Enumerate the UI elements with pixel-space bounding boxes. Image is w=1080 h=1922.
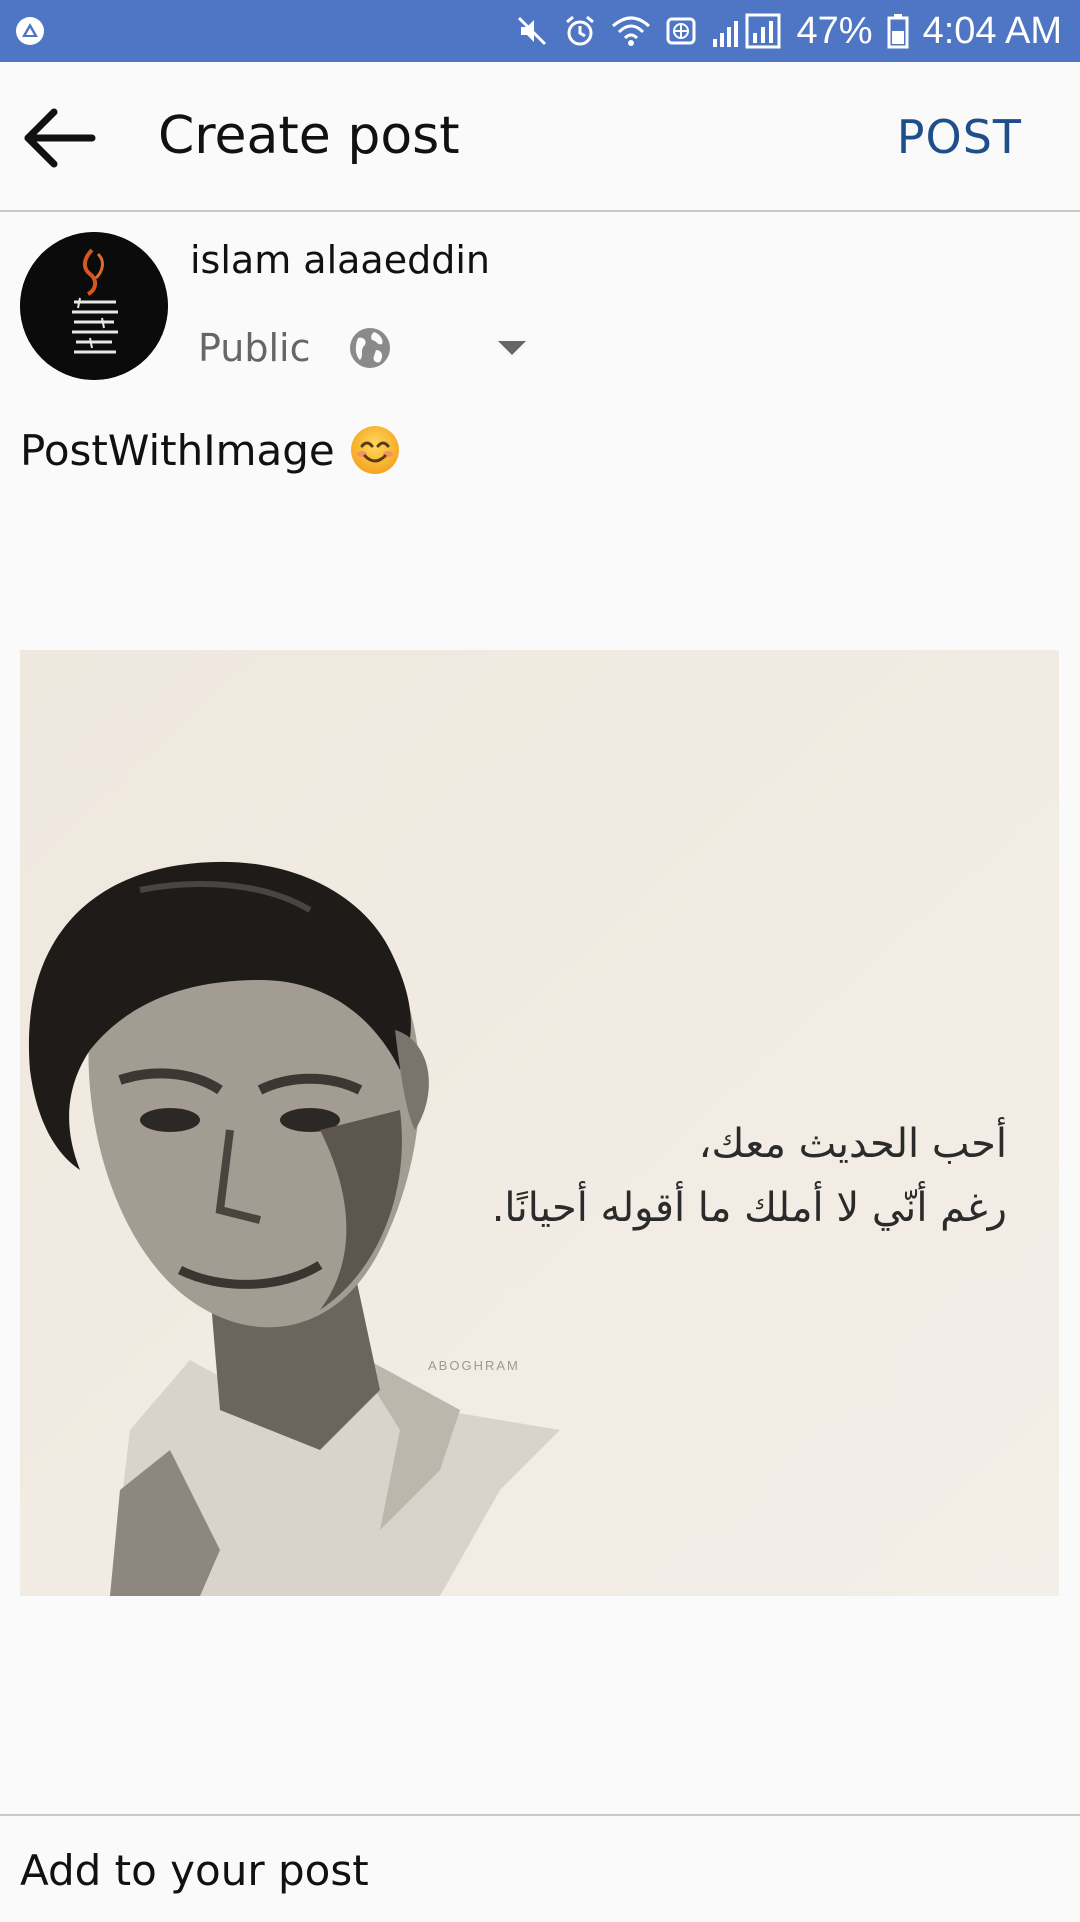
clock: 4:04 AM (922, 9, 1062, 52)
audience-label: Public (198, 326, 311, 370)
audience-selector[interactable] (198, 320, 526, 376)
signal-icon (711, 13, 783, 49)
battery-icon (887, 13, 909, 49)
data-saver-icon (665, 14, 697, 48)
avatar-calligraphy-image (20, 232, 168, 380)
quote-line-1: أحب الحديث معك، (698, 1121, 1007, 1167)
post-text: PostWithImage (20, 425, 335, 475)
attached-photo[interactable] (20, 650, 1059, 1596)
post-text-field[interactable] (20, 424, 401, 476)
image-watermark: ABOGHRAM (428, 1358, 520, 1373)
app-bar (0, 62, 1080, 212)
smiling-face-emoji-icon (349, 424, 401, 476)
add-to-post-label: Add to your post (20, 1846, 369, 1895)
alarm-icon (563, 14, 597, 48)
wifi-icon (611, 14, 651, 48)
status-bar (0, 0, 1080, 62)
page-title: Create post (158, 106, 460, 166)
post-button[interactable]: POST (896, 110, 1022, 164)
quote-text (492, 1112, 1007, 1240)
mute-icon (515, 14, 549, 48)
quote-line-2: رغم أنّي لا أملك ما أقوله أحيانًا. (491, 1185, 1007, 1231)
back-arrow-icon[interactable] (18, 102, 98, 174)
battery-percent: 47% (796, 9, 873, 52)
author-name: islam alaaeddin (190, 238, 490, 282)
avatar[interactable] (20, 232, 168, 380)
app-notification-icon (14, 15, 46, 47)
status-icons (515, 8, 1062, 54)
chevron-down-icon (498, 339, 526, 357)
globe-icon (348, 326, 392, 370)
add-to-post-bar[interactable] (0, 1814, 1080, 1922)
